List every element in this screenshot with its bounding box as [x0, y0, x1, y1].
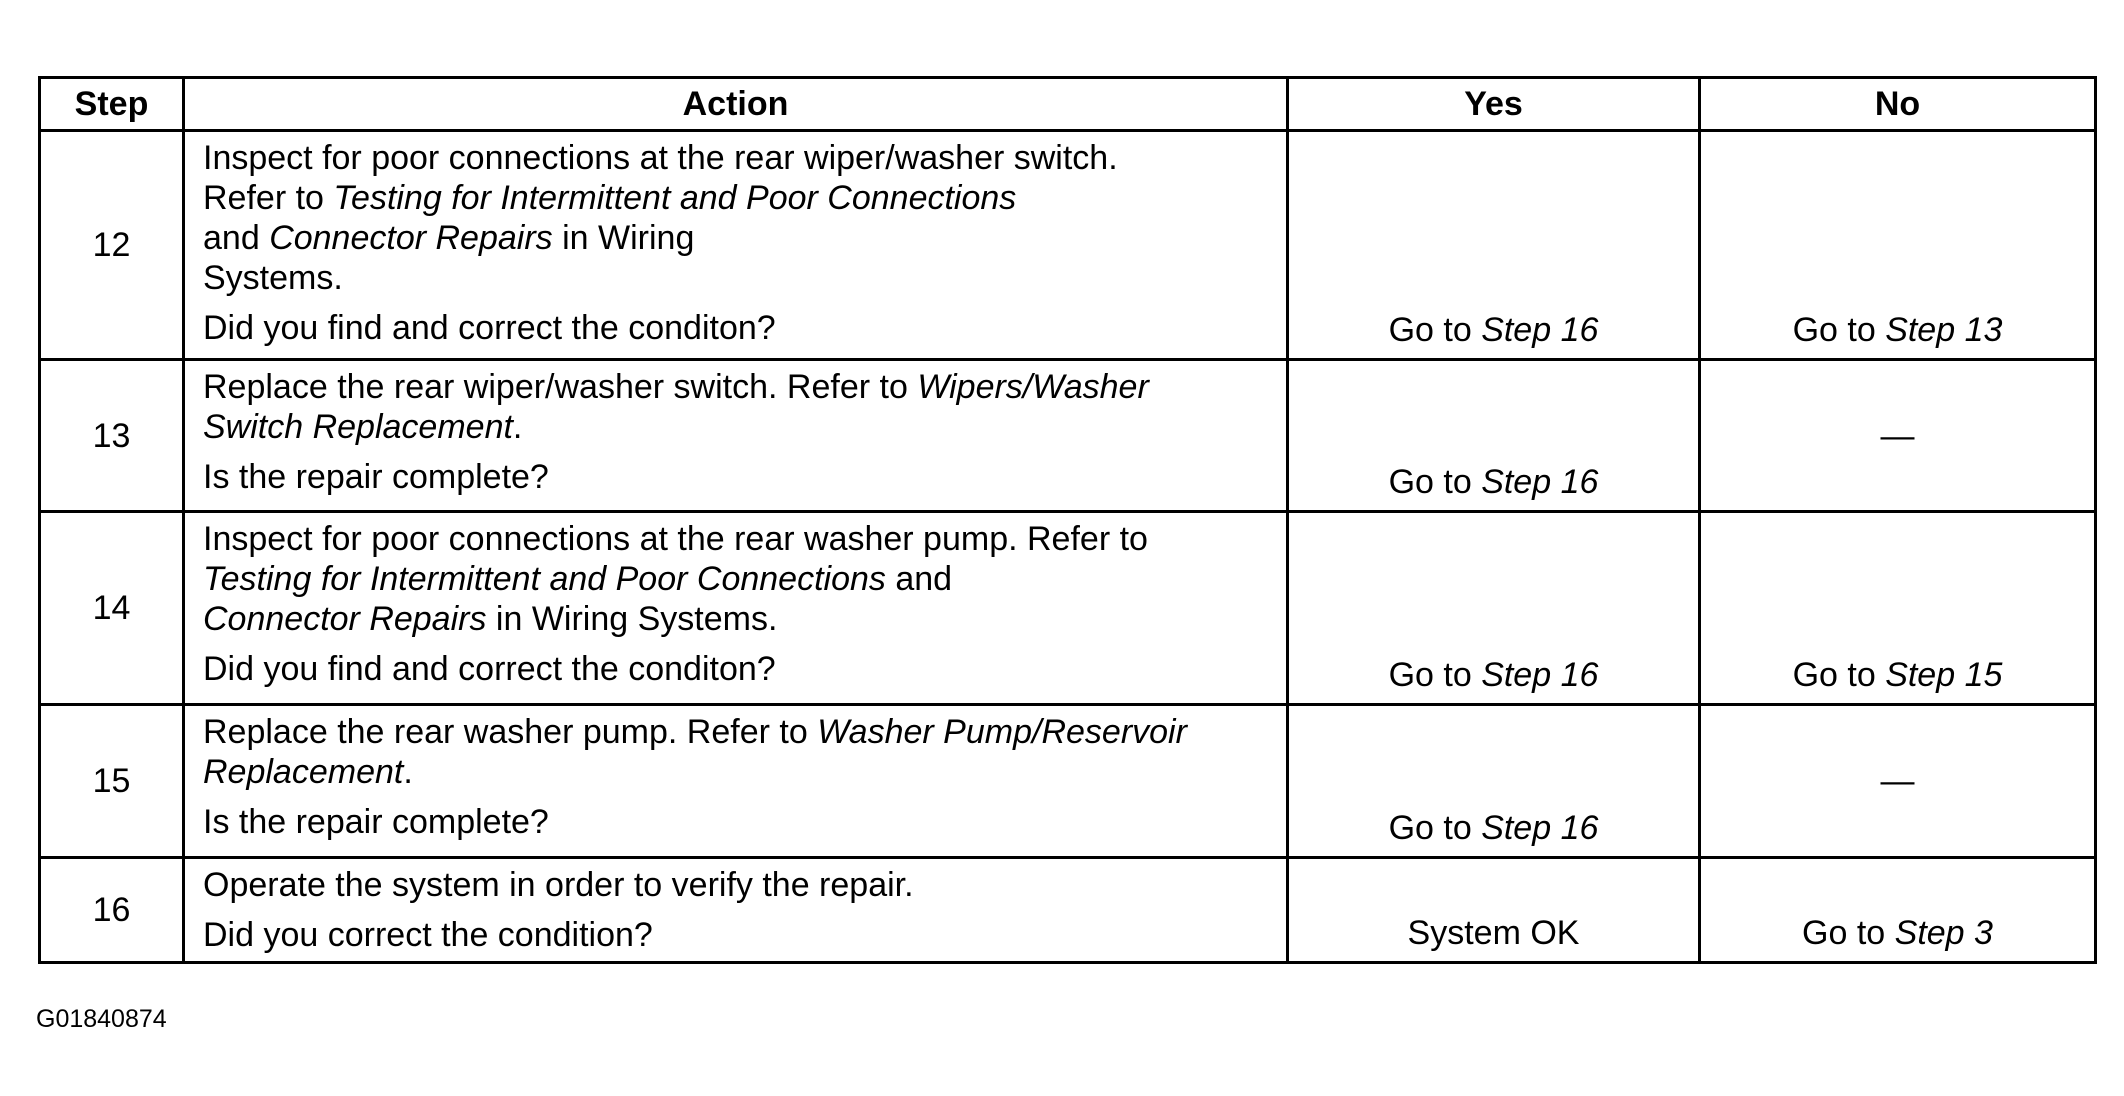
- table-row: [40, 705, 2096, 858]
- text-segment: Step 16: [1481, 463, 1599, 501]
- text-segment: Connector Repairs: [269, 219, 553, 257]
- text-segment: Systems.: [203, 259, 343, 297]
- action-cell: [184, 360, 1288, 512]
- text-segment: Go to: [1388, 311, 1482, 349]
- step-number: 15: [40, 705, 184, 858]
- text-segment: in Wiring Systems.: [486, 600, 778, 638]
- text-segment: Inspect for poor connections at the rear washer pump. Refer to: [203, 520, 1148, 558]
- step-number: 13: [40, 360, 184, 512]
- header-yes: Yes: [1288, 78, 1700, 131]
- text-segment: Go to: [1388, 809, 1482, 847]
- table-row: [40, 131, 2096, 360]
- text-segment: Replace the rear wiper/washer switch. Refer to: [203, 368, 918, 406]
- yes-result: [1288, 512, 1700, 705]
- text-segment: Step 16: [1481, 656, 1599, 694]
- text-segment: Go to: [1792, 656, 1886, 694]
- text-segment: Switch Replacement: [203, 408, 513, 446]
- text-segment: Testing for Intermittent and Poor Connections: [203, 560, 886, 598]
- text-segment: .: [403, 753, 413, 791]
- text-segment: Step 16: [1481, 809, 1599, 847]
- action-question: Did you find and correct the conditon?: [203, 309, 776, 347]
- text-segment: Step 13: [1885, 311, 2003, 349]
- header-action: Action: [184, 78, 1288, 131]
- diagnostic-table: [38, 76, 2097, 964]
- action-question: Is the repair complete?: [203, 803, 549, 841]
- action-instruction: [203, 138, 1270, 298]
- action-question: Did you find and correct the conditon?: [203, 650, 776, 688]
- text-segment: Testing for Intermittent and Poor Connections: [333, 179, 1017, 217]
- no-result: [1700, 512, 2096, 705]
- text-segment: Replace the rear washer pump. Refer to: [203, 713, 818, 751]
- yes-result: [1288, 705, 1700, 858]
- text-segment: Step 15: [1885, 656, 2003, 694]
- action-cell: [184, 131, 1288, 360]
- table-row: [40, 360, 2096, 512]
- step-number: 16: [40, 858, 184, 963]
- no-result-dash: [1700, 705, 2096, 858]
- text-segment: Go to: [1388, 463, 1482, 501]
- table-row: [40, 512, 2096, 705]
- no-result: [1700, 858, 2096, 963]
- action-cell: [184, 858, 1288, 963]
- yes-result: [1288, 858, 1700, 963]
- step-number: 12: [40, 131, 184, 360]
- action-instruction: [203, 367, 1270, 447]
- text-segment: —: [1880, 416, 1915, 455]
- header-row: [40, 78, 2096, 131]
- text-segment: Operate the system in order to verify the repair.: [203, 866, 914, 904]
- action-instruction: [203, 865, 1270, 905]
- text-segment: Step 3: [1894, 914, 1993, 952]
- action-cell: [184, 705, 1288, 858]
- yes-result: [1288, 360, 1700, 512]
- no-result: [1700, 131, 2096, 360]
- text-segment: and: [885, 560, 953, 598]
- text-segment: —: [1880, 762, 1915, 800]
- yes-result: [1288, 131, 1700, 360]
- table-body: [40, 131, 2096, 963]
- step-number: 14: [40, 512, 184, 705]
- header-no: No: [1700, 78, 2096, 131]
- text-segment: Replacement: [203, 753, 404, 791]
- text-segment: Step 16: [1481, 311, 1599, 349]
- action-question: Did you correct the condition?: [203, 916, 653, 954]
- text-segment: Connector Repairs: [203, 600, 487, 638]
- header-step: Step: [40, 78, 184, 131]
- text-segment: .: [512, 408, 523, 446]
- action-instruction: [203, 519, 1270, 639]
- text-segment: Go to: [1792, 311, 1886, 349]
- figure-id: G01840874: [36, 1005, 167, 1033]
- action-question: Is the repair complete?: [203, 458, 549, 496]
- text-segment: Go to: [1802, 914, 1895, 952]
- text-segment: in Wiring: [552, 219, 695, 257]
- text-segment: Washer Pump/Reservoir: [817, 713, 1187, 751]
- text-segment: Inspect for poor connections at the rear wiper/washer switch.: [203, 139, 1118, 177]
- table-row: [40, 858, 2096, 963]
- text-segment: Wipers/Washer: [917, 368, 1149, 406]
- text-segment: Go to: [1388, 656, 1482, 694]
- text-segment: and: [203, 219, 270, 257]
- no-result-dash: [1700, 360, 2096, 512]
- text-segment: Refer to: [203, 179, 334, 217]
- action-instruction: [203, 712, 1270, 792]
- action-cell: [184, 512, 1288, 705]
- text-segment: System OK: [1407, 914, 1580, 952]
